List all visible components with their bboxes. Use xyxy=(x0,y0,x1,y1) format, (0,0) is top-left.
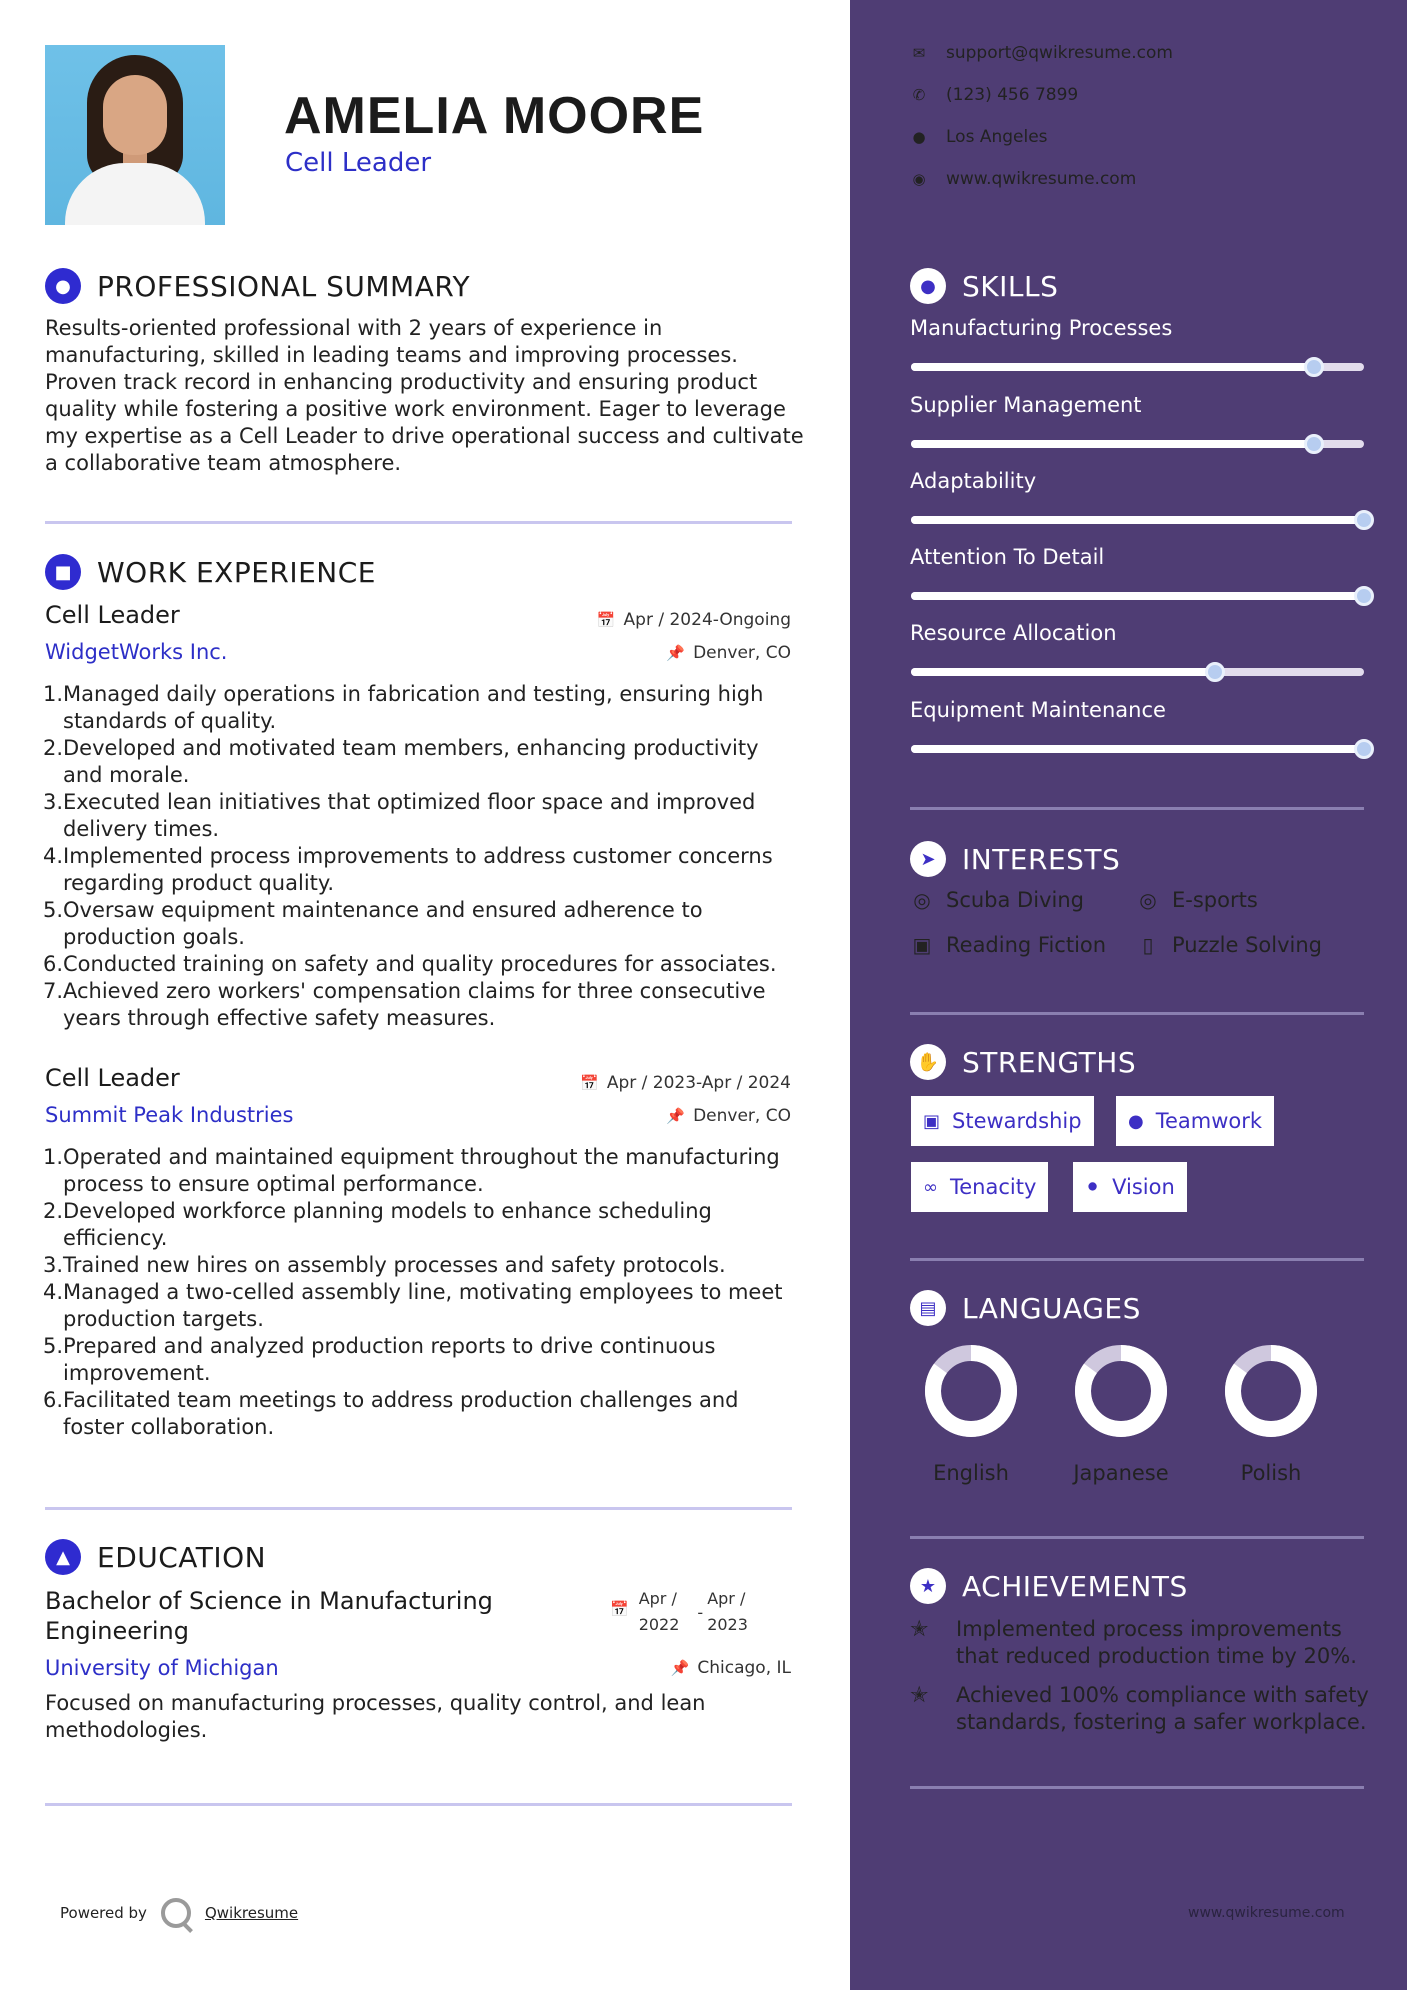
education-title: EDUCATION xyxy=(97,1540,267,1574)
skill-level-bar xyxy=(911,668,1364,676)
experience-title: WORK EXPERIENCE xyxy=(97,555,376,589)
company-name: WidgetWorks Inc. xyxy=(45,640,228,664)
interest-item: ▣ Reading Fiction xyxy=(910,933,1106,957)
skill-name: Manufacturing Processes xyxy=(910,316,1173,340)
life-ring-icon: ◎ xyxy=(913,888,931,912)
interest-item: ▯ Puzzle Solving xyxy=(1136,933,1322,957)
interests-title: INTERESTS xyxy=(962,842,1121,876)
skill-level-fill xyxy=(911,592,1364,600)
duty-list xyxy=(45,1144,805,1441)
contact-email[interactable]: ✉ support@qwikresume.com xyxy=(910,43,1173,63)
binoculars-icon: ⚫ xyxy=(1085,1176,1101,1198)
strengths-title: STRENGTHS xyxy=(962,1045,1137,1079)
chair-icon: ■ xyxy=(45,554,81,590)
job-dates: 📅 Apr / 2023-Apr / 2024 xyxy=(580,1073,791,1093)
divider xyxy=(910,1786,1364,1789)
skill-level-knob xyxy=(1205,662,1225,682)
skill-name: Resource Allocation xyxy=(910,621,1117,645)
language-donut xyxy=(1223,1343,1319,1439)
skill-level-bar xyxy=(911,440,1364,448)
list-item: 1. Managed daily operations in fabrication and testing, ensuring high standards of quality. xyxy=(43,682,764,733)
strengths-heading xyxy=(910,1044,1136,1080)
list-item: 2. Developed workforce planning models to enhance scheduling efficiency. xyxy=(43,1199,712,1250)
list-item: 4. Managed a two-celled assembly line, motivating employees to meet production targets. xyxy=(43,1280,783,1331)
qwikresume-logo-icon xyxy=(161,1898,191,1928)
contact-location: ● Los Angeles xyxy=(910,127,1048,147)
divider xyxy=(910,1536,1364,1539)
education-heading xyxy=(45,1539,266,1575)
list-item: 6. Conducted training on safety and quality procedures for associates. xyxy=(43,952,777,976)
list-item: 2. Developed and motivated team members, enhancing productivity and morale. xyxy=(43,736,759,787)
languages-heading xyxy=(910,1290,1141,1326)
summary-text: Results-oriented professional with 2 years of experience in manufacturing, skilled in leading teams and improving processes. Proven track record in enhancing productivity and ensuring product quality while fostering a positive work environment. Eager to leverage my expertise as a Cell Leader to drive operational success and cultivate a collaborative team atmosphere. xyxy=(45,316,804,475)
skill-name: Equipment Maintenance xyxy=(910,698,1166,722)
skills-title: SKILLS xyxy=(962,269,1059,303)
job-dates: 📅 Apr / 2024-Ongoing xyxy=(596,610,791,630)
summary-heading xyxy=(45,268,470,304)
job-location: 📌 Denver, CO xyxy=(666,1106,791,1126)
phone-icon: ✆ xyxy=(912,86,926,104)
user-icon: ● xyxy=(45,268,81,304)
interest-item: ◎ Scuba Diving xyxy=(910,888,1084,912)
book-icon: ▯ xyxy=(1142,933,1154,957)
brand-link[interactable]: Qwikresume xyxy=(204,1904,299,1922)
contact-phone[interactable]: ✆ (123) 456 7899 xyxy=(910,85,1078,105)
fist-icon: ✋ xyxy=(910,1044,946,1080)
candidate-title: Cell Leader xyxy=(285,148,432,178)
skill-level-fill xyxy=(911,440,1314,448)
experience-heading xyxy=(45,554,376,590)
degree-title: Bachelor of Science in Manufacturing Engineering xyxy=(45,1587,493,1645)
skill-level-fill xyxy=(911,668,1215,676)
skill-level-bar xyxy=(911,745,1364,753)
duty-list xyxy=(45,681,805,1032)
summary-title: PROFESSIONAL SUMMARY xyxy=(97,269,471,303)
paper-plane-icon: ➤ xyxy=(910,841,946,877)
list-item: 1. Operated and maintained equipment throughout the manufacturing process to ensure optimal performance. xyxy=(43,1145,780,1196)
skill-level-fill xyxy=(911,745,1364,753)
map-marker-icon: ● xyxy=(912,128,926,146)
contact-website[interactable]: ◉ www.qwikresume.com xyxy=(910,169,1136,189)
job-location: 📌 Denver, CO xyxy=(666,643,791,663)
powered-by: Powered by Qwikresume xyxy=(60,1898,298,1928)
pin-icon: 📌 xyxy=(670,1659,690,1677)
pin-icon: 📌 xyxy=(666,644,686,662)
education-location: 📌 Chicago, IL xyxy=(670,1658,791,1678)
interests-heading xyxy=(910,841,1120,877)
language-donut xyxy=(923,1343,1019,1439)
skill-name: Supplier Management xyxy=(910,393,1142,417)
language-item xyxy=(1051,1343,1191,1485)
link-icon: ∞ xyxy=(923,1176,938,1198)
achievements-heading xyxy=(910,1568,1188,1604)
list-item: 3. Trained new hires on assembly processes and safety protocols. xyxy=(43,1253,726,1277)
star-badge-icon: ★ xyxy=(910,1568,946,1604)
pin-icon: 📌 xyxy=(666,1107,686,1125)
divider xyxy=(910,1012,1364,1015)
divider xyxy=(45,521,792,524)
skill-level-bar xyxy=(911,516,1364,524)
interest-item: ◎ E-sports xyxy=(1136,888,1258,912)
divider xyxy=(45,1803,792,1806)
skill-name: Attention To Detail xyxy=(910,545,1105,569)
list-item: 3. Executed lean initiatives that optimized floor space and improved delivery times. xyxy=(43,790,756,841)
skill-level-bar xyxy=(911,592,1364,600)
skill-level-knob xyxy=(1354,586,1374,606)
education-description: Focused on manufacturing processes, quality control, and lean methodologies. xyxy=(45,1691,706,1742)
divider xyxy=(910,1258,1364,1261)
language-label: Polish xyxy=(1240,1461,1302,1485)
achievement-item: ✭ Implemented process improvements that reduced production time by 20%. xyxy=(910,1617,1357,1668)
skill-name: Adaptability xyxy=(910,469,1037,493)
education-dates: 📅 Apr / 2022 - Apr / 2023 xyxy=(610,1586,748,1638)
language-label: English xyxy=(933,1461,1009,1485)
list-item: 4. Implemented process improvements to address customer concerns regarding product quality. xyxy=(43,844,773,895)
envelope-icon: ✉ xyxy=(912,44,926,62)
language-label: Japanese xyxy=(1073,1461,1169,1485)
language-item xyxy=(1201,1343,1341,1485)
skill-level-bar xyxy=(911,363,1364,371)
achievements-title: ACHIEVEMENTS xyxy=(962,1569,1188,1603)
skill-level-fill xyxy=(911,516,1364,524)
star-icon: ✭ xyxy=(910,1617,929,1642)
list-item: 6. Facilitated team meetings to address production challenges and foster collaboration. xyxy=(43,1388,739,1439)
skill-level-fill xyxy=(911,363,1314,371)
job-title: Cell Leader xyxy=(45,1064,180,1092)
languages-title: LANGUAGES xyxy=(962,1291,1141,1325)
star-icon: ✭ xyxy=(910,1683,929,1708)
job-title: Cell Leader xyxy=(45,601,180,629)
language-item xyxy=(901,1343,1041,1485)
translate-icon: ▤ xyxy=(910,1290,946,1326)
list-item: 5. Oversaw equipment maintenance and ensured adherence to production goals. xyxy=(43,898,703,949)
list-item: 7. Achieved zero workers' compensation claims for three consecutive years through effective safety measures. xyxy=(43,979,766,1030)
divider xyxy=(45,1507,792,1510)
profile-photo xyxy=(45,45,225,225)
candidate-name: AMELIA MOORE xyxy=(284,87,705,145)
list-item: 5. Prepared and analyzed production reports to drive continuous improvement. xyxy=(43,1334,716,1385)
language-donut xyxy=(1073,1343,1169,1439)
divider xyxy=(910,807,1364,810)
briefcase-icon: ▣ xyxy=(923,1110,941,1132)
skill-level-knob xyxy=(1354,739,1374,759)
calendar-icon: 📅 xyxy=(596,611,616,629)
strength-badge: ▣ Stewardship xyxy=(911,1096,1094,1146)
company-name: Summit Peak Industries xyxy=(45,1103,294,1127)
skill-level-knob xyxy=(1354,510,1374,530)
gamepad-icon: ▣ xyxy=(912,933,932,957)
achievement-item: ✭ Achieved 100% compliance with safety standards, fostering a safer workplace. xyxy=(910,1683,1369,1734)
school-name: University of Michigan xyxy=(45,1656,279,1680)
skills-heading xyxy=(910,268,1058,304)
strength-badge: ∞ Tenacity xyxy=(911,1162,1048,1212)
footer-site: www.qwikresume.com xyxy=(1188,1905,1345,1921)
calendar-icon: 📅 xyxy=(580,1074,599,1092)
strength-badge: ● Teamwork xyxy=(1116,1096,1274,1146)
globe-icon: ◉ xyxy=(912,170,926,188)
strength-badge: ⚫ Vision xyxy=(1073,1162,1187,1212)
lightbulb-icon: ● xyxy=(910,268,946,304)
graduate-icon: ▲ xyxy=(45,1539,81,1575)
life-ring-icon: ◎ xyxy=(1139,888,1157,912)
calendar-icon: 📅 xyxy=(610,1600,629,1618)
users-icon: ● xyxy=(1128,1110,1144,1132)
